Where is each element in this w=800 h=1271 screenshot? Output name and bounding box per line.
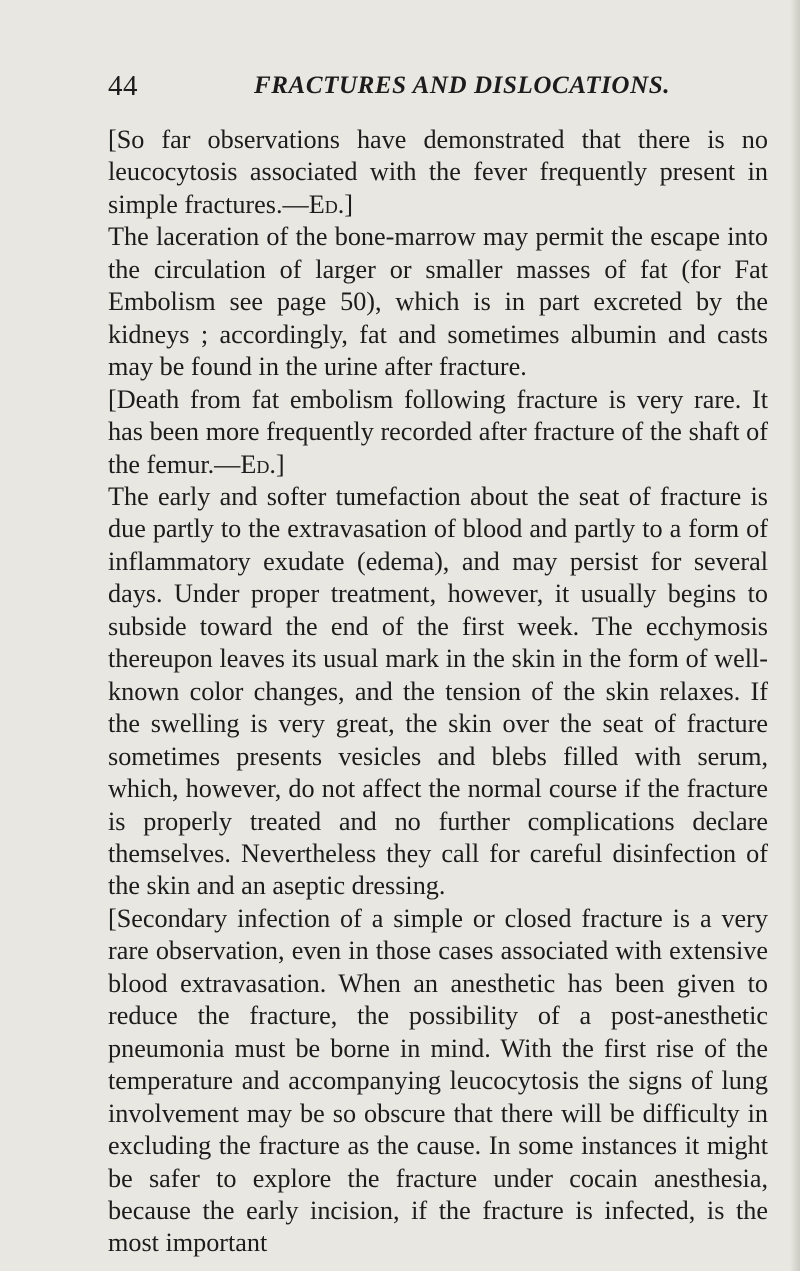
page-edge-shadow	[790, 0, 800, 1271]
paragraph-bone-marrow	[108, 221, 768, 383]
paragraph-text: The laceration of the bone-marrow may permit the escape into the circulation of larger or smaller masses of fat (for Fat Embolism see page 50), which is in part excreted by the kidneys ; accordingly, fat and sometimes albumin and casts may be found in the urine after fracture.	[108, 222, 768, 382]
bracket-close: ]	[344, 189, 353, 219]
paragraph-no-leucocytosis	[108, 124, 768, 221]
page-header	[108, 70, 768, 110]
paragraph-tumefaction	[108, 481, 768, 903]
paragraph-secondary-infection	[108, 903, 768, 1260]
page-number: 44	[108, 70, 138, 102]
paragraph-text: [Secondary infection of a simple or closed fracture is a very rare observation, even in those cases associated with extensive blood extravasation. When an anesthetic has been given to reduce the fracture, the possibility of a post-anesthetic pneumonia must be borne in mind. With the first rise of the temperature and accompanying leucocytosis the signs of lung involvement may be so obscure that there will be difficulty in excluding the fracture as the cause. In some instances it might be safer to explore the fracture under cocain anesthesia, because the early incision, if the fracture is infected, is the most important	[108, 903, 768, 1258]
paragraph-text: The early and softer tumefaction about the seat of fracture is due partly to the extravasation of blood and partly to a form of inflammatory exudate (edema), and may persist for several days. Under proper treatment, however, it usually begins to subside toward the end of the first week. The ecchymosis thereupon leaves its usual mark in the skin in the form of well-known color changes, and the tension of the skin relaxes. If the swelling is very great, the skin over the seat of fracture sometimes presents vesicles and blebs filled with serum, which, however, do not affect the normal course if the fracture is properly treated and no further complications declare themselves. Nevertheless they call for careful disinfection of the skin and an aseptic dressing.	[108, 481, 768, 901]
body-text	[108, 124, 768, 1260]
paragraph-text: [So far observations have demonstrated that there is no leucocytosis associated with the fever frequently present in simple fractures.—	[108, 125, 768, 219]
editor-note: Ed.	[240, 449, 276, 479]
editor-note: Ed.	[308, 189, 345, 219]
paragraph-text: [Death from fat embolism following fracture is very rare. It has been more frequently recorded after fracture of the shaft of the femur.—	[108, 384, 768, 479]
running-head: FRACTURES AND DISLOCATIONS.	[254, 72, 671, 99]
bracket-close: ]	[275, 449, 285, 479]
paragraph-fat-embolism	[108, 384, 768, 481]
